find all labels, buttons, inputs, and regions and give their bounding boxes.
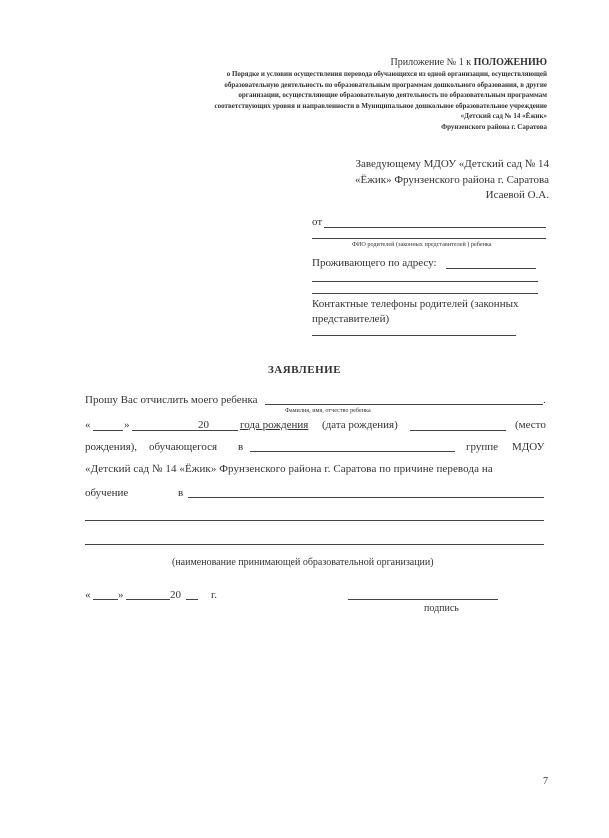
birth-place-hint: (место bbox=[515, 419, 546, 431]
in-text-2: в bbox=[178, 487, 184, 499]
address-line-1[interactable] bbox=[446, 268, 536, 269]
annex-line: Фрунзенского района г. Саратова bbox=[441, 122, 547, 131]
birth-quote-open: « bbox=[85, 419, 91, 431]
phones-label-line1: Контактные телефоны родителей (законных bbox=[312, 298, 519, 310]
from-name-line[interactable] bbox=[324, 227, 546, 228]
request-end: . bbox=[543, 394, 546, 406]
annex-header bbox=[77, 56, 547, 132]
sign-year-suffix: г. bbox=[211, 589, 218, 601]
address-line-3[interactable] bbox=[312, 293, 538, 294]
annex-title-bold: ПОЛОЖЕНИЮ bbox=[473, 57, 547, 68]
in-text: в bbox=[238, 441, 244, 453]
annex-line: образовательную деятельность по образовательным программам дошкольного образования, в другие bbox=[224, 80, 547, 89]
organization-line-2[interactable] bbox=[85, 520, 544, 521]
signature-caption: подпись bbox=[424, 603, 459, 614]
birth-day-line[interactable] bbox=[93, 430, 123, 431]
phones-label-line2: представителей) bbox=[312, 313, 390, 325]
birth-year-text: года рождения bbox=[240, 419, 309, 431]
document-title: ЗАЯВЛЕНИЕ bbox=[267, 364, 342, 376]
group-text: группе bbox=[466, 441, 499, 453]
kindergarten-text: «Детский сад № 14 «Ёжик» Фрунзенского района г. Саратова по причине перевода на bbox=[85, 463, 493, 475]
child-name-line[interactable] bbox=[265, 404, 543, 405]
annex-title bbox=[77, 56, 547, 69]
organization-line-1[interactable] bbox=[188, 497, 544, 498]
organization-caption: (наименование принимающей образовательной организации) bbox=[172, 557, 434, 568]
annex-line: соответствующих уровня и направленности в Муниципальное дошкольное образовательное учреждение bbox=[214, 101, 547, 110]
sign-month-line[interactable] bbox=[126, 599, 170, 600]
annex-line: о Порядке и условии осуществления перевода обучающихся из одной организации, осуществляющей bbox=[226, 70, 547, 78]
sign-year-line[interactable] bbox=[186, 599, 198, 600]
page-number: 7 bbox=[543, 776, 548, 787]
birth-quote-close: » bbox=[124, 419, 130, 431]
from-label: от bbox=[312, 216, 323, 228]
address-label: Проживающего по адресу: bbox=[312, 257, 437, 269]
group-line[interactable] bbox=[250, 451, 455, 452]
birth-place-cont: рождения), bbox=[85, 441, 138, 453]
addressee-block bbox=[249, 157, 549, 204]
addressee-line: Заведующему МДОУ «Детский сад № 14 bbox=[355, 158, 549, 170]
annex-line: «Детский сад № 14 «Ёжик» bbox=[460, 112, 547, 120]
training-text: обучение bbox=[85, 487, 129, 499]
birth-year-prefix: 20 bbox=[198, 419, 209, 431]
annex-line: организации, осуществляющие образовательную деятельность по образовательным программам bbox=[238, 91, 547, 99]
address-line-2[interactable] bbox=[312, 281, 538, 282]
addressee-line: «Ёжик» Фрунзенского района г. Саратова bbox=[355, 173, 549, 186]
from-caption: ФИО родителей (законных представителей ) ребенка bbox=[352, 241, 492, 248]
from-name-line-2[interactable] bbox=[312, 238, 546, 239]
mdou-text: МДОУ bbox=[512, 441, 545, 453]
birth-date-hint: (дата рождения) bbox=[322, 419, 398, 431]
request-text: Прошу Вас отчислить моего ребенка bbox=[85, 394, 258, 406]
phones-line[interactable] bbox=[312, 335, 516, 336]
sign-quote-open: « bbox=[85, 589, 91, 601]
addressee-line: Исаевой О.А. bbox=[485, 189, 549, 201]
organization-line-3[interactable] bbox=[85, 544, 544, 545]
studying-text: обучающегося bbox=[149, 441, 218, 453]
child-caption: Фамилия, имя, отчество ребенка bbox=[285, 407, 371, 414]
birth-month-line[interactable] bbox=[132, 430, 238, 431]
signature-line[interactable] bbox=[348, 599, 498, 600]
birth-date-line[interactable] bbox=[410, 430, 506, 431]
annex-title-prefix: Приложение № 1 к bbox=[390, 57, 474, 68]
sign-day-line[interactable] bbox=[93, 599, 118, 600]
sign-year-prefix: 20 bbox=[170, 589, 181, 601]
sign-quote-close: » bbox=[118, 589, 124, 601]
